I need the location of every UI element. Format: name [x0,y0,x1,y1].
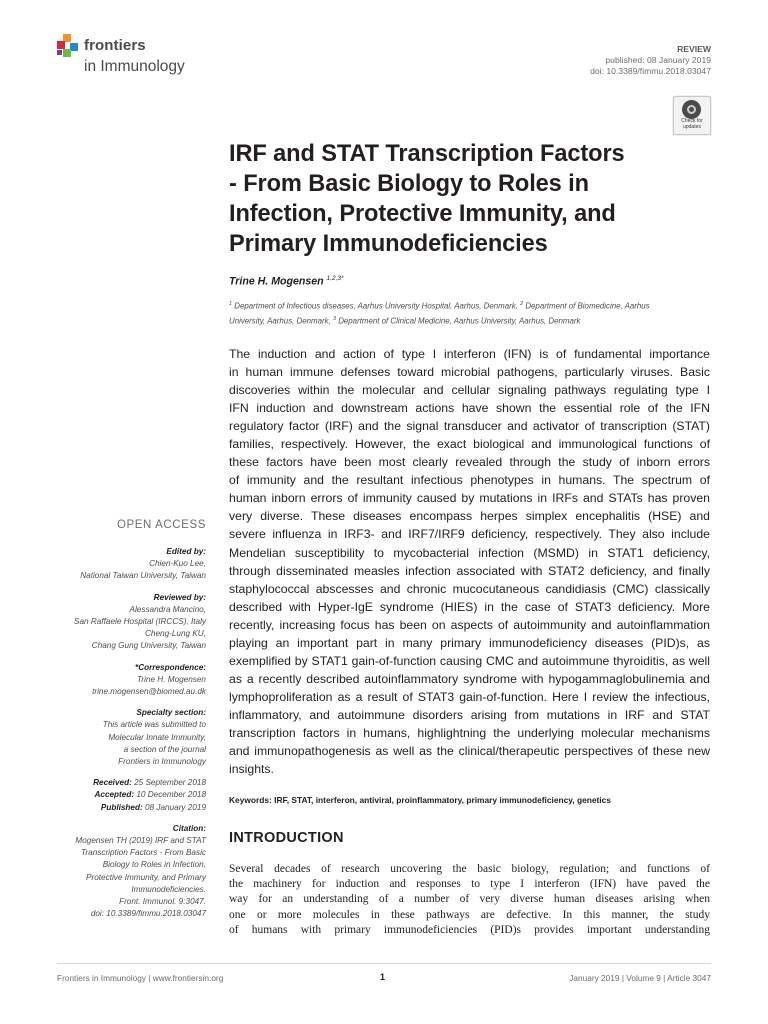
abstract-line: severe influenza in IRF3- and IRF7/IRF9 deficiency, respectively. They also include [229,527,710,542]
reviewer-name[interactable]: Alessandra Mancino, [129,604,206,614]
keywords [229,795,611,805]
abstract-line: of immunity and the resultant infectious phenotypes in humans. The spectrum of [229,473,710,488]
accepted-row [36,789,206,801]
author-line [229,275,344,288]
affiliations [229,298,709,327]
article-sidebar [36,546,206,920]
body-line: one or more molecules in these pathways are defective. In this manner, the study [229,908,710,921]
correspondence-email[interactable]: trine.mogensen@biomed.au.dk [92,687,206,697]
logo-journal-name: in Immunology [84,58,185,75]
specialty-section-label: Specialty section: [136,708,206,718]
received-row [36,777,206,789]
abstract-line: exemplified by STAT1 gain-of-function causing CMC and autoimmune thyroiditis, as well [229,653,710,668]
abstract-line: lymphoproliferation as a result of STAT3 gain-of-function. Here I review the infectious, [229,689,710,704]
received-label: Received: [93,778,132,788]
affil-text: University, Aarhus, Denmark, [229,316,331,326]
footer-issue-info: January 2019 | Volume 9 | Article 3047 [569,973,711,983]
citation-line: Mogensen TH (2019) IRF and STAT [75,836,206,846]
open-access-label: OPEN ACCESS [116,519,206,531]
abstract-line: discoveries within the molecular and cellular signaling pathways regulating type I [229,383,710,398]
reviewer-affiliation: San Raffaele Hospital (IRCCS), Italy [74,617,206,627]
affil-text: Department of Biomedicine, Aarhus [525,301,650,311]
abstract-line: The induction and action of type I interferon (IFN) is of fundamental importance [229,347,710,361]
abstract-line: recently, increasing focus has been on aspects of autoimmunity and autoinflammation [229,617,710,632]
edited-by-label: Edited by: [166,547,206,556]
reviewer-name[interactable]: Cheng-Lung KU, [145,629,206,639]
article-type: REVIEW [677,44,711,54]
editor-affiliation: National Taiwan University, Taiwan [80,571,206,581]
affil-text: Department of Clinical Medicine, Aarhus University, Aarhus, Denmark [338,316,581,326]
affil-mark: 1 [229,301,233,307]
abstract-line: families, respectively. However, the exact biological and immunological functions of [229,437,710,452]
citation-line: Immunodeficiencies. [131,884,206,894]
title-line: Primary Immunodeficiencies [229,231,548,257]
abstract-line: insights. [229,762,274,777]
specialty-text: Molecular Innate Immunity, [108,732,206,742]
title-line: IRF and STAT Transcription Factors [229,141,625,167]
check-updates-icon [682,100,701,119]
article-meta [590,44,711,77]
logo-wordmark: frontiers [84,37,146,54]
body-line: the machinery for induction and responses to type I interferon (IFN) have paved the [229,878,710,891]
affil-mark: 2 [520,301,524,307]
citation-line: Transcription Factors - From Basic [81,848,206,858]
author-name[interactable]: Trine H. Mogensen [229,275,324,288]
check-updates-label: Check for updates [681,118,703,130]
body-line: Several decades of research uncovering the basic biology, regulation; and functions of [229,863,710,875]
title-line: - From Basic Biology to Roles in [229,171,589,197]
published-row [36,802,206,814]
article-doi[interactable]: doi: 10.3389/fimmu.2018.03047 [590,66,711,76]
reviewed-by-label: Reviewed by: [153,592,206,602]
frontiers-logo-icon [57,34,79,60]
section-heading-introduction: INTRODUCTION [229,830,344,846]
citation-doi[interactable]: doi: 10.3389/fimmu.2018.03047 [90,909,206,919]
keywords-label: Keywords: [229,795,272,805]
reviewer-affiliation: Chang Gung University, Taiwan [91,641,206,651]
abstract-line: playing an important part in many primary immunodeficiency diseases (PID)s, as [229,635,710,650]
specialty-text: Frontiers in Immunology [118,757,206,767]
abstract-line: Mendelian susceptibility to mycobacterial infection (MSMD) in STAT1 deficiency, [229,545,710,560]
abstract-line: human inborn errors of immunity caused by mutations in IRFs and STATs has proven [229,491,710,506]
title-line: Infection, Protective Immunity, and [229,201,616,227]
citation-line: Protective Immunity, and Primary [86,872,206,882]
specialty-text: This article was submitted to [102,720,206,730]
received-date: 25 September 2018 [134,778,206,788]
check-for-updates-badge[interactable] [673,96,711,135]
citation-label: Citation: [172,823,206,833]
abstract-line: and immunopathogenesis as well as the clinical/therapeutic perspectives of these new [229,744,710,759]
body-line: way for an understanding of a number of very diverse human diseases arising when [229,893,710,906]
abstract-line: transcription factors in humans, highlightning the underlying molecular mechanisms [229,725,710,740]
published-date: published: 08 January 2019 [605,55,711,65]
affil-mark: 3 [332,315,336,322]
accepted-date: 10 December 2018 [136,790,206,800]
published-label: Published: [100,802,143,812]
abstract-line: regulatory factor (IRF) and the signal transducer and activator of transcription (STAT) [229,419,710,434]
article-title [229,139,699,259]
abstract [229,345,710,778]
accepted-label: Accepted: [94,790,135,800]
abstract-line: through disseminated measles infection associated with STAT2 deficiency, and finally [229,563,710,578]
correspondence-label: *Correspondence: [135,662,206,672]
footer-journal-link[interactable]: Frontiers in Immunology | www.frontiersin.org [57,973,224,983]
citation-line: Biology to Roles in Infection, [102,860,206,870]
abstract-line: in human immune defenses toward microbial pathogens, particularly viruses. Basic [229,365,710,380]
editor-name[interactable]: Chien-Kuo Lee, [149,559,206,569]
abstract-line: IFN induction and downstream actions have shown the essential role of the IFN [229,401,710,416]
journal-logo[interactable] [57,34,217,82]
footer-divider [57,963,711,964]
introduction-body [229,862,710,938]
author-marks: 1,2,3* [326,275,344,282]
abstract-line: very diverse. These diseases encompass herpes simplex encephalitis (HSE) and [229,509,710,524]
abstract-line: inflammatory, and autoimmune disorders arising from mutations in IRF and STAT [229,707,710,722]
published-date-sidebar: 08 January 2019 [145,802,206,812]
abstract-line: described with Hyper-IgE syndrome (HIES) in the case of STAT3 deficiency. More [229,599,710,614]
correspondence-name: Trine H. Mogensen [136,674,206,684]
body-line: of humans with primary immunodeficiencies (PID)s provides important understanding [229,923,710,936]
page-number: 1 [380,972,386,982]
abstract-line: as a recently described autoinflammatory syndrome with hypogammaglobulinemia and [229,671,710,686]
abstract-line: staphylococcal abscesses and chronic mucocutaneous candidiasis (CMC) classically [229,581,710,596]
specialty-text: a section of the journal [123,744,206,754]
citation-line: Front. Immunol. 9:3047. [119,897,206,907]
keywords-list: IRF, STAT, interferon, antiviral, proinflammatory, primary immunodeficiency, genetics [274,795,611,805]
abstract-line: these factors have been most clearly revealed through the study of inborn errors [229,455,710,470]
affil-text: Department of Infectious diseases, Aarhus University Hospital, Aarhus, Denmark, [234,301,518,311]
